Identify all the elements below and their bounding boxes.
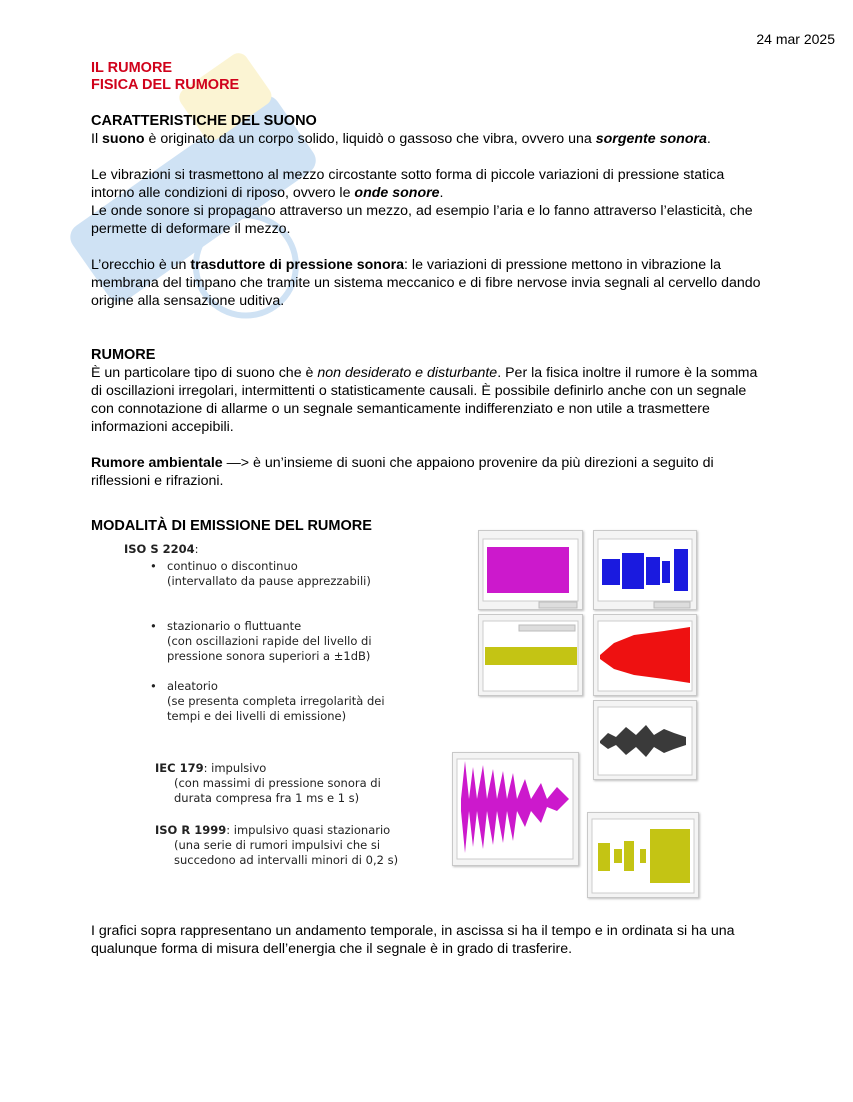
section-heading-modalita: MODALITÀ DI EMISSIONE DEL RUMORE	[91, 518, 372, 534]
waveform-magenta-graph	[479, 531, 582, 609]
page-subtitle: FISICA DEL RUMORE	[91, 77, 240, 93]
section-heading-rumore: RUMORE	[91, 347, 156, 363]
page-title: IL RUMORE	[91, 60, 173, 76]
iso-r1999-item: ISO R 1999: impulsivo quasi stazionario (una serie di rumori impulsivi che si succedono ad intervalli minori di 0,2 s)	[155, 823, 399, 867]
list-item: • continuo o discontinuo (intervallato da pause apprezzabili)	[150, 559, 371, 588]
waveform-fluctuating	[593, 614, 697, 696]
section-heading-caratteristiche: CARATTERISTICHE DEL SUONO	[91, 113, 317, 129]
waveform-continuous	[478, 530, 583, 610]
list-item: • aleatorio (se presenta completa irregolarità dei tempi e dei livelli di emissione)	[150, 679, 385, 723]
waveform-magenta-impulses-graph	[453, 753, 578, 865]
paragraph: L’orecchio è un trasduttore di pressione sonora: le variazioni di pressione mettono in vibrazione la membrana del timpano che tramite un sistema meccanico e di fibre nervose invia segnali al cervello dando origine alla sensazione uditiva.	[91, 257, 761, 309]
paragraph: Rumore ambientale —> è un’insieme di suoni che appaiono provenire da più direzioni a seguito di riflessioni e rifrazioni.	[91, 455, 714, 489]
paragraph: Il suono è originato da un corpo solido, liquidò o gassoso che vibra, ovvero una sorgente sonora.	[91, 131, 711, 147]
waveform-red-graph	[594, 615, 696, 695]
iso-s2204-label: ISO S 2204:	[124, 542, 199, 556]
paragraph: Le vibrazioni si trasmettono al mezzo circostante sotto forma di piccole variazioni di pressione statica intorno alle condizioni di riposo, ovvero le onde sonore.	[91, 167, 725, 201]
waveform-quasi-stationary	[587, 812, 699, 898]
waveform-olive-impulses-graph	[588, 813, 698, 897]
date: 24 mar 2025	[756, 31, 835, 47]
waveform-discontinuous	[593, 530, 697, 610]
iec-179-item: IEC 179: impulsivo (con massimi di pressione sonora di durata compresa fra 1 ms e 1 s)	[155, 761, 381, 805]
waveform-random	[593, 700, 697, 780]
paragraph: Le onde sonore si propagano attraverso un mezzo, ad esempio l’aria e lo fanno attraverso l’elasticità, che permette di deformare il mezzo.	[91, 203, 753, 237]
waveform-impulsive	[452, 752, 579, 866]
waveform-stationary	[478, 614, 583, 696]
waveform-olive-graph	[479, 615, 582, 695]
paragraph: È un particolare tipo di suono che è non desiderato e disturbante. Per la fisica inoltre il rumore è la somma di oscillazioni irregolari, intermittenti o statisticamente causali. È possibile definirlo anche con un segnale con connotazione di allarme o un segnale semanticamente indifferenziato e non utile a trasmettere informazioni accepibili.	[91, 365, 758, 435]
waveform-blue-graph	[594, 531, 696, 609]
waveform-dark-graph	[594, 701, 696, 779]
list-item: • stazionario o fluttuante (con oscillazioni rapide del livello di pressione sonora superiori a ±1dB)	[150, 619, 372, 663]
footer-paragraph: I grafici sopra rappresentano un andamento temporale, in ascissa si ha il tempo e in ordinata si ha una qualunque forma di misura dell’energia che il segnale è in grado di trasferire.	[91, 923, 735, 957]
document-body	[91, 60, 771, 490]
